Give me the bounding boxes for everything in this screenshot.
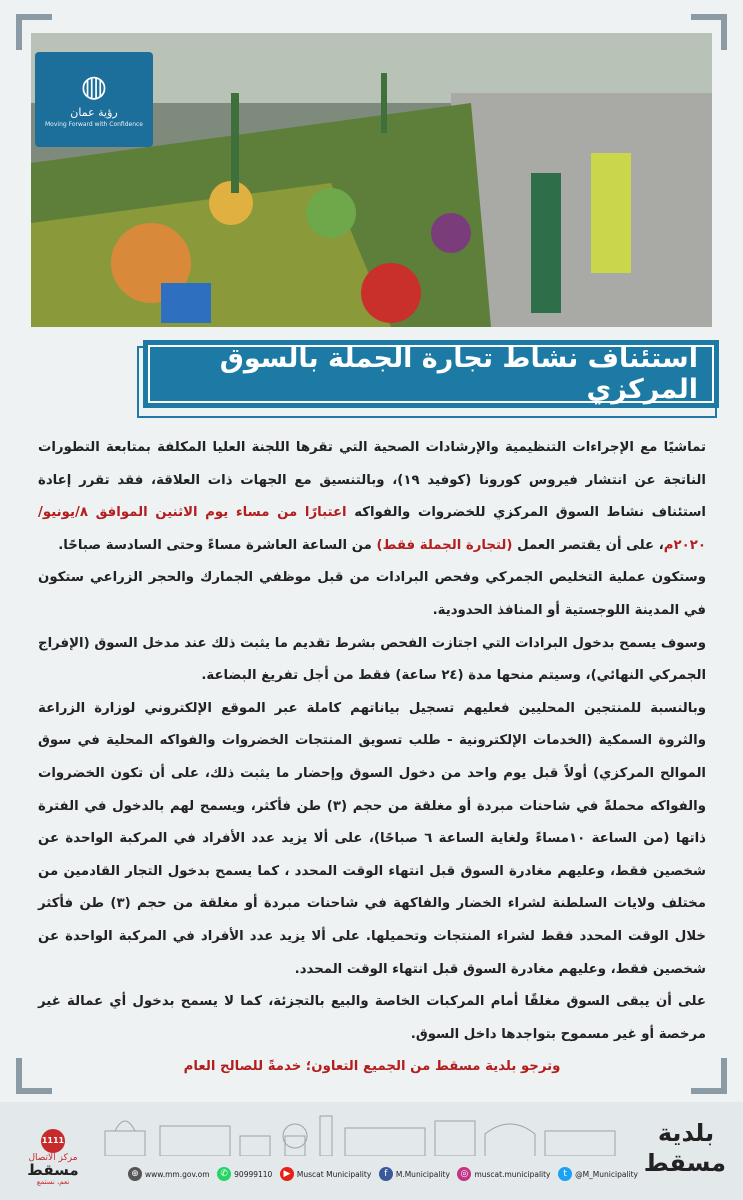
call-center-number: 1111 [41, 1129, 65, 1153]
social-facebook[interactable]: f M.Municipality [379, 1167, 450, 1181]
paragraph-2: وستكون عملية التخليص الجمركي وفحص البرادات من قبل موظفي الجمارك والحجر الزراعي ستكون في المدينة اللوجستية أو المنافذ الحدودية. [38, 570, 706, 618]
call-center-logo [14, 1128, 92, 1190]
whatsapp-icon: ✆ [217, 1167, 231, 1181]
web-icon: ⊕ [128, 1167, 142, 1181]
call-center-tagline: نعم، نستمع [36, 1178, 70, 1186]
vision-logo-icon: ◍ [80, 68, 108, 104]
paragraph-1: تماشيًا مع الإجراءات التنظيمية والإرشادات الصحية التي تقرها اللجنة العليا المكلفة بمتابعة التطورات الناتجة عن انتشار فيروس كورونا (كوفيد ١٩)، وبالتنسيق مع الجهات ذات العلاقة، فقد تقرر إعادة استئناف نشاط السوق المركزي للخضروات والفواكه اعتبارًا من مساء يوم الاثنين الموافق ٨/يونيو/٢٠٢٠م، على أن يقتصر العمل (لتجارة الجملة فقط) من الساعة العاشرة مساءً وحتى السادسة صباحًا. [38, 440, 706, 553]
paragraph-5: على أن يبقى السوق مغلقًا أمام المركبات الخاصة والبيع بالتجزئة، كما لا يسمح بدخول أي عمالة غير مرخصة أو غير مسموح بتواجدها داخل السوق. [38, 994, 706, 1042]
instagram-icon: ◎ [457, 1167, 471, 1181]
call-center-label: مركز الاتصال [28, 1153, 78, 1163]
facebook-icon: f [379, 1167, 393, 1181]
title-banner [143, 340, 719, 408]
youtube-icon: ▶ [280, 1167, 294, 1181]
logo-arabic-text: رؤية عمان [70, 105, 118, 119]
paragraph-3: وسوف يسمح بدخول البرادات التي اجتازت الفحص بشرط تقديم ما يثبت ذلك عند مدخل السوق (الإفراج الجمركي النهائي)، وسيتم منحها مدة (٢٤ ساعة) فقط من أجل تفريغ البضاعة. [38, 635, 706, 684]
announcement-body [38, 432, 706, 1084]
muscat-skyline-illustration [100, 1106, 620, 1156]
social-twitter[interactable]: t @M_Municipality [558, 1167, 638, 1181]
social-links [128, 1162, 638, 1186]
call-center-name: مسقط [27, 1161, 79, 1179]
social-web[interactable]: ⊕ www.mm.gov.om [128, 1167, 210, 1181]
logo-english-text: Moving Forward with Confidence [45, 120, 143, 128]
social-instagram[interactable]: ◎ muscat.municipality [457, 1167, 550, 1181]
social-youtube[interactable]: ▶ Muscat Municipality [280, 1167, 371, 1181]
social-whatsapp[interactable]: ✆ 90999110 [217, 1167, 272, 1181]
twitter-icon: t [558, 1167, 572, 1181]
page-title: استئناف نشاط تجارة الجملة بالسوق المركزي [219, 343, 698, 405]
vision-2040-logo [35, 52, 153, 147]
date-highlight: اعتبارًا من مساء يوم الاثنين الموافق ٨/يونيو/٢٠٢٠م [38, 505, 706, 553]
municipality-calligraphy-logo: بلدية مسقط [643, 1119, 726, 1177]
wholesale-highlight: (لتجارة الجملة فقط) [376, 537, 513, 553]
paragraph-4: وبالنسبة للمنتجين المحليين فعليهم تسجيل بياناتهم كاملة عبر الموقع الإلكتروني لوزارة الزراعة والثروة السمكية (الخدمات الإلكترونية - طلب تسويق المنتجات الخضروات والفواكه المحلية في سوق الموالح المركزي) أولاً قبل يوم واحد من دخول السوق وإحضار ما يثبت ذلك، على أن تكون الخضروات والفواكه محملةً في شاحنات مبردة أو مغلقة من حجم (٣) طن فأكثر، ويسمح لهم بالدخول في الفترة ذاتها (من الساعة ١٠مساءً ولغاية الساعة ٦ صباحًا)، على ألا يزيد عدد الأفراد في المركبة الواحدة عن شخصين فقط، وعليهم مغادرة السوق قبل انتهاء الوقت المحدد ، كما يسمح بدخول التجار القادمين من مختلف ولايات السلطنة لشراء الخضار والفاكهة في شاحنات مبردة أو مغلقة من حجم (٣) طن فأكثر خلال الوقت المحدد فقط لشراء المنتجات وتحميلها. على ألا يزيد عدد الأفراد في المركبة الواحدة عن شخصين فقط، وعليهم مغادرة السوق قبل انتهاء الوقت المحدد. [38, 700, 707, 977]
closing-line: وترجو بلدية مسقط من الجميع التعاون؛ خدمةً للصالح العام [183, 1059, 561, 1075]
